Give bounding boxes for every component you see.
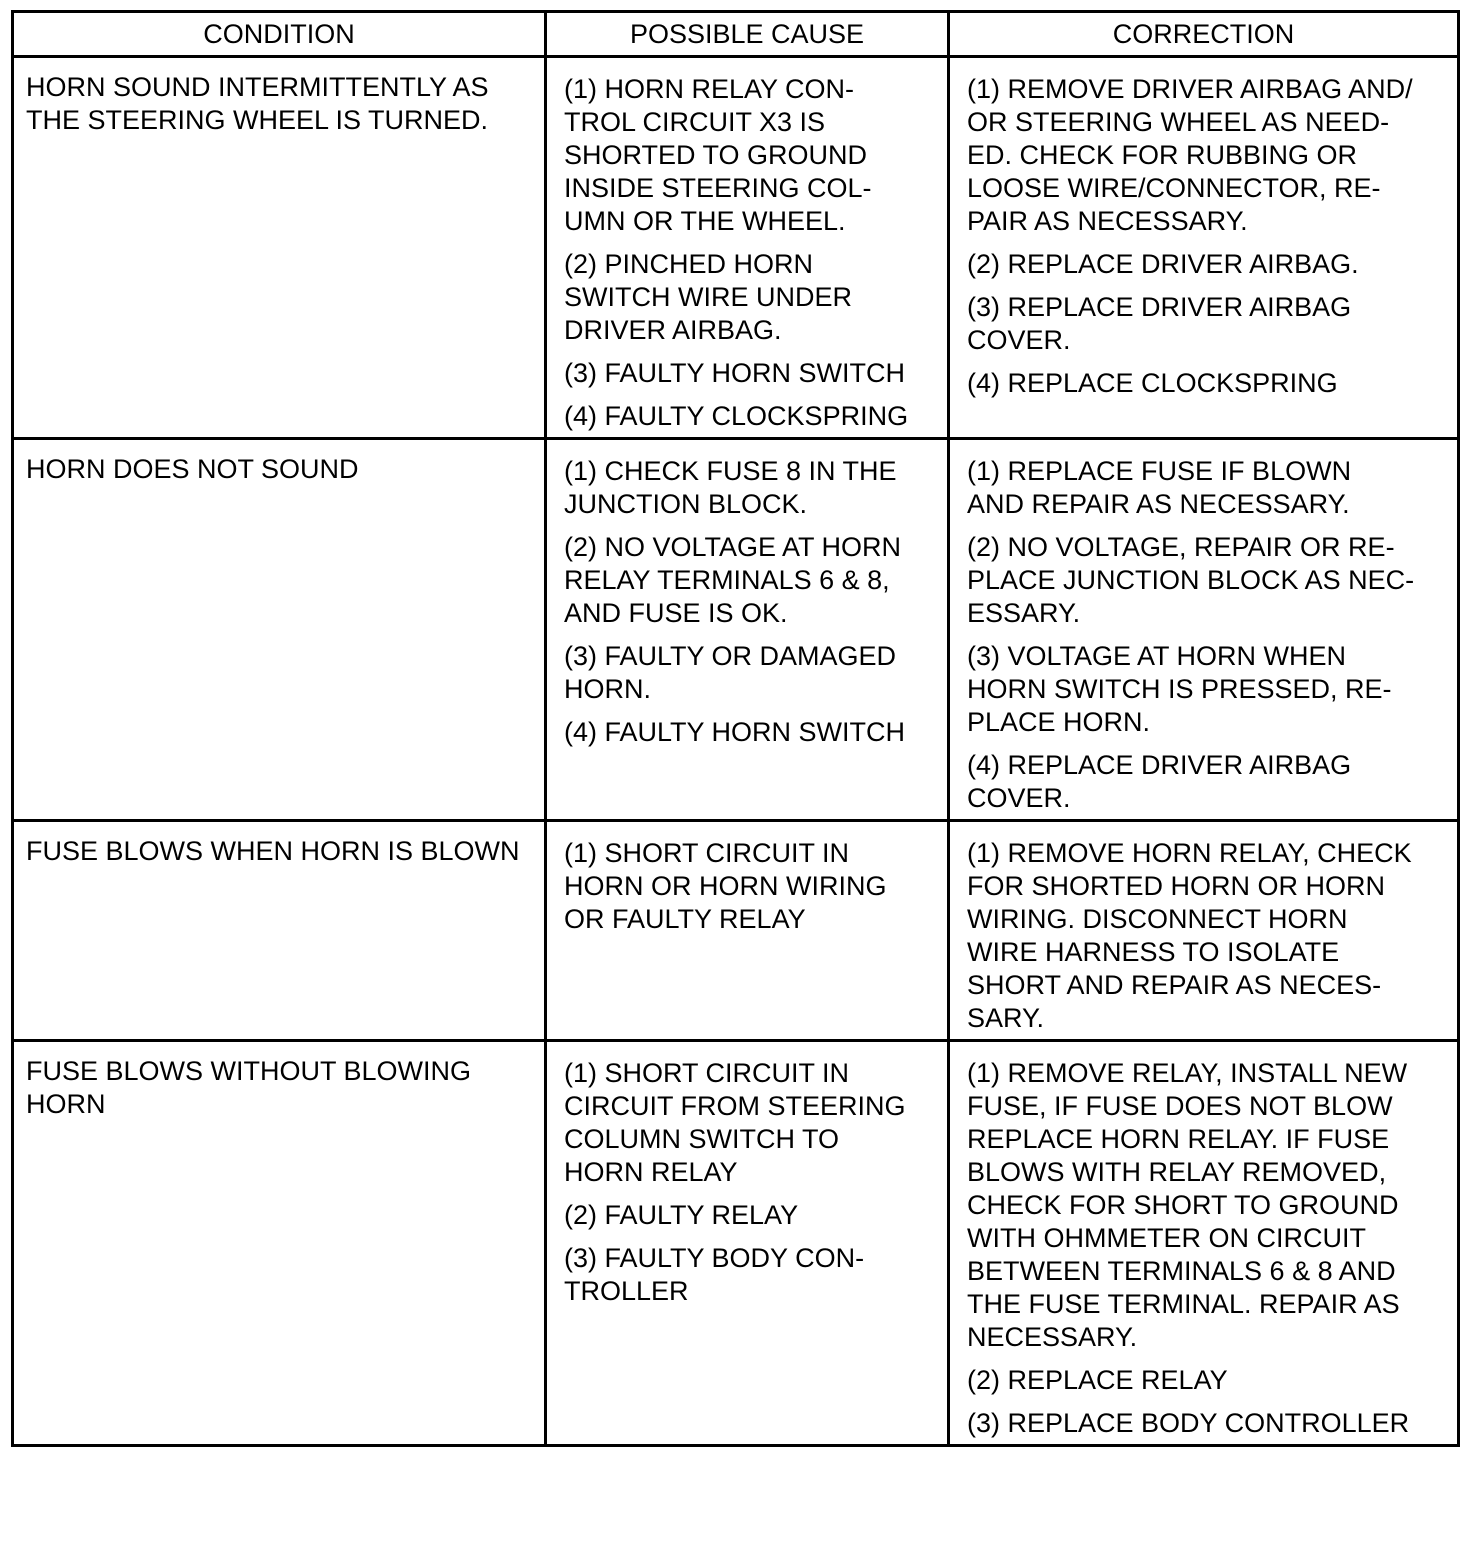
- cause-item: (2) FAULTY RELAY: [564, 1200, 799, 1230]
- cause-item: (1) SHORT CIRCUIT IN HORN OR HORN WIRING OR FAULTY RELAY: [564, 838, 887, 934]
- correction-cell: [949, 439, 1459, 821]
- correction-item: (4) REPLACE DRIVER AIRBAG COVER.: [967, 750, 1352, 813]
- cause-cell: [546, 439, 949, 821]
- condition-cell: FUSE BLOWS WITHOUT BLOWING HORN: [13, 1041, 546, 1446]
- correction-item: (2) REPLACE RELAY: [967, 1365, 1228, 1395]
- condition-cell: FUSE BLOWS WHEN HORN IS BLOWN: [13, 821, 546, 1041]
- cause-item: (1) CHECK FUSE 8 IN THE JUNCTION BLOCK.: [564, 456, 897, 519]
- correction-item: (1) REMOVE HORN RELAY, CHECK FOR SHORTED HORN OR HORN WIRING. DISCONNECT HORN WIRE HARNESS TO ISOLATE SHORT AND REPAIR AS NECES- SARY.: [967, 838, 1412, 1033]
- correction-item: (3) REPLACE BODY CONTROLLER: [967, 1408, 1410, 1438]
- correction-item: (4) REPLACE CLOCKSPRING: [967, 368, 1338, 398]
- correction-item: (2) NO VOLTAGE, REPAIR OR RE- PLACE JUNCTION BLOCK AS NEC- ESSARY.: [967, 532, 1415, 628]
- cause-item: (1) SHORT CIRCUIT IN CIRCUIT FROM STEERING COLUMN SWITCH TO HORN RELAY: [564, 1058, 906, 1187]
- correction-cell: [949, 57, 1459, 439]
- correction-cell: [949, 1041, 1459, 1446]
- cause-item: (3) FAULTY HORN SWITCH: [564, 358, 906, 388]
- table-row: [13, 1041, 1459, 1446]
- cause-item: (4) FAULTY CLOCKSPRING: [564, 401, 909, 431]
- header-possible-cause: POSSIBLE CAUSE: [546, 12, 949, 57]
- table-row: [13, 439, 1459, 821]
- correction-item: (3) VOLTAGE AT HORN WHEN HORN SWITCH IS PRESSED, RE- PLACE HORN.: [967, 641, 1392, 737]
- correction-item: (3) REPLACE DRIVER AIRBAG COVER.: [967, 292, 1352, 355]
- cause-item: (1) HORN RELAY CON- TROL CIRCUIT X3 IS SHORTED TO GROUND INSIDE STEERING COL- UMN OR THE WHEEL.: [564, 74, 872, 236]
- correction-cell: [949, 821, 1459, 1041]
- header-correction: CORRECTION: [949, 12, 1459, 57]
- diagnosis-table: [11, 10, 1460, 1447]
- correction-item: (2) REPLACE DRIVER AIRBAG.: [967, 249, 1359, 279]
- cause-item: (2) NO VOLTAGE AT HORN RELAY TERMINALS 6 & 8, AND FUSE IS OK.: [564, 532, 902, 628]
- cause-cell: [546, 821, 949, 1041]
- correction-item: (1) REMOVE DRIVER AIRBAG AND/ OR STEERING WHEEL AS NEED- ED. CHECK FOR RUBBING OR LOOSE WIRE/CONNECTOR, RE- PAIR AS NECESSARY.: [967, 74, 1413, 236]
- correction-item: (1) REMOVE RELAY, INSTALL NEW FUSE, IF FUSE DOES NOT BLOW REPLACE HORN RELAY. IF FUSE BLOWS WITH RELAY REMOVED, CHECK FOR SHORT TO GROUND WITH OHMMETER ON CIRCUIT BETWEEN TERMINALS 6 & 8 AND THE FUSE TERMINAL. REPAIR AS NECESSARY.: [967, 1058, 1408, 1352]
- correction-item: (1) REPLACE FUSE IF BLOWN AND REPAIR AS NECESSARY.: [967, 456, 1352, 519]
- cause-item: (4) FAULTY HORN SWITCH: [564, 717, 906, 747]
- cause-cell: [546, 57, 949, 439]
- cause-item: (3) FAULTY BODY CON- TROLLER: [564, 1243, 865, 1306]
- condition-cell: HORN DOES NOT SOUND: [13, 439, 546, 821]
- cause-cell: [546, 1041, 949, 1446]
- condition-cell: HORN SOUND INTERMITTENTLY AS THE STEERING WHEEL IS TURNED.: [13, 57, 546, 439]
- table-row: [13, 57, 1459, 439]
- cause-item: (3) FAULTY OR DAMAGED HORN.: [564, 641, 897, 704]
- table-row: [13, 821, 1459, 1041]
- header-condition: CONDITION: [13, 12, 546, 57]
- cause-item: (2) PINCHED HORN SWITCH WIRE UNDER DRIVER AIRBAG.: [564, 249, 852, 345]
- header-row: [13, 12, 1459, 57]
